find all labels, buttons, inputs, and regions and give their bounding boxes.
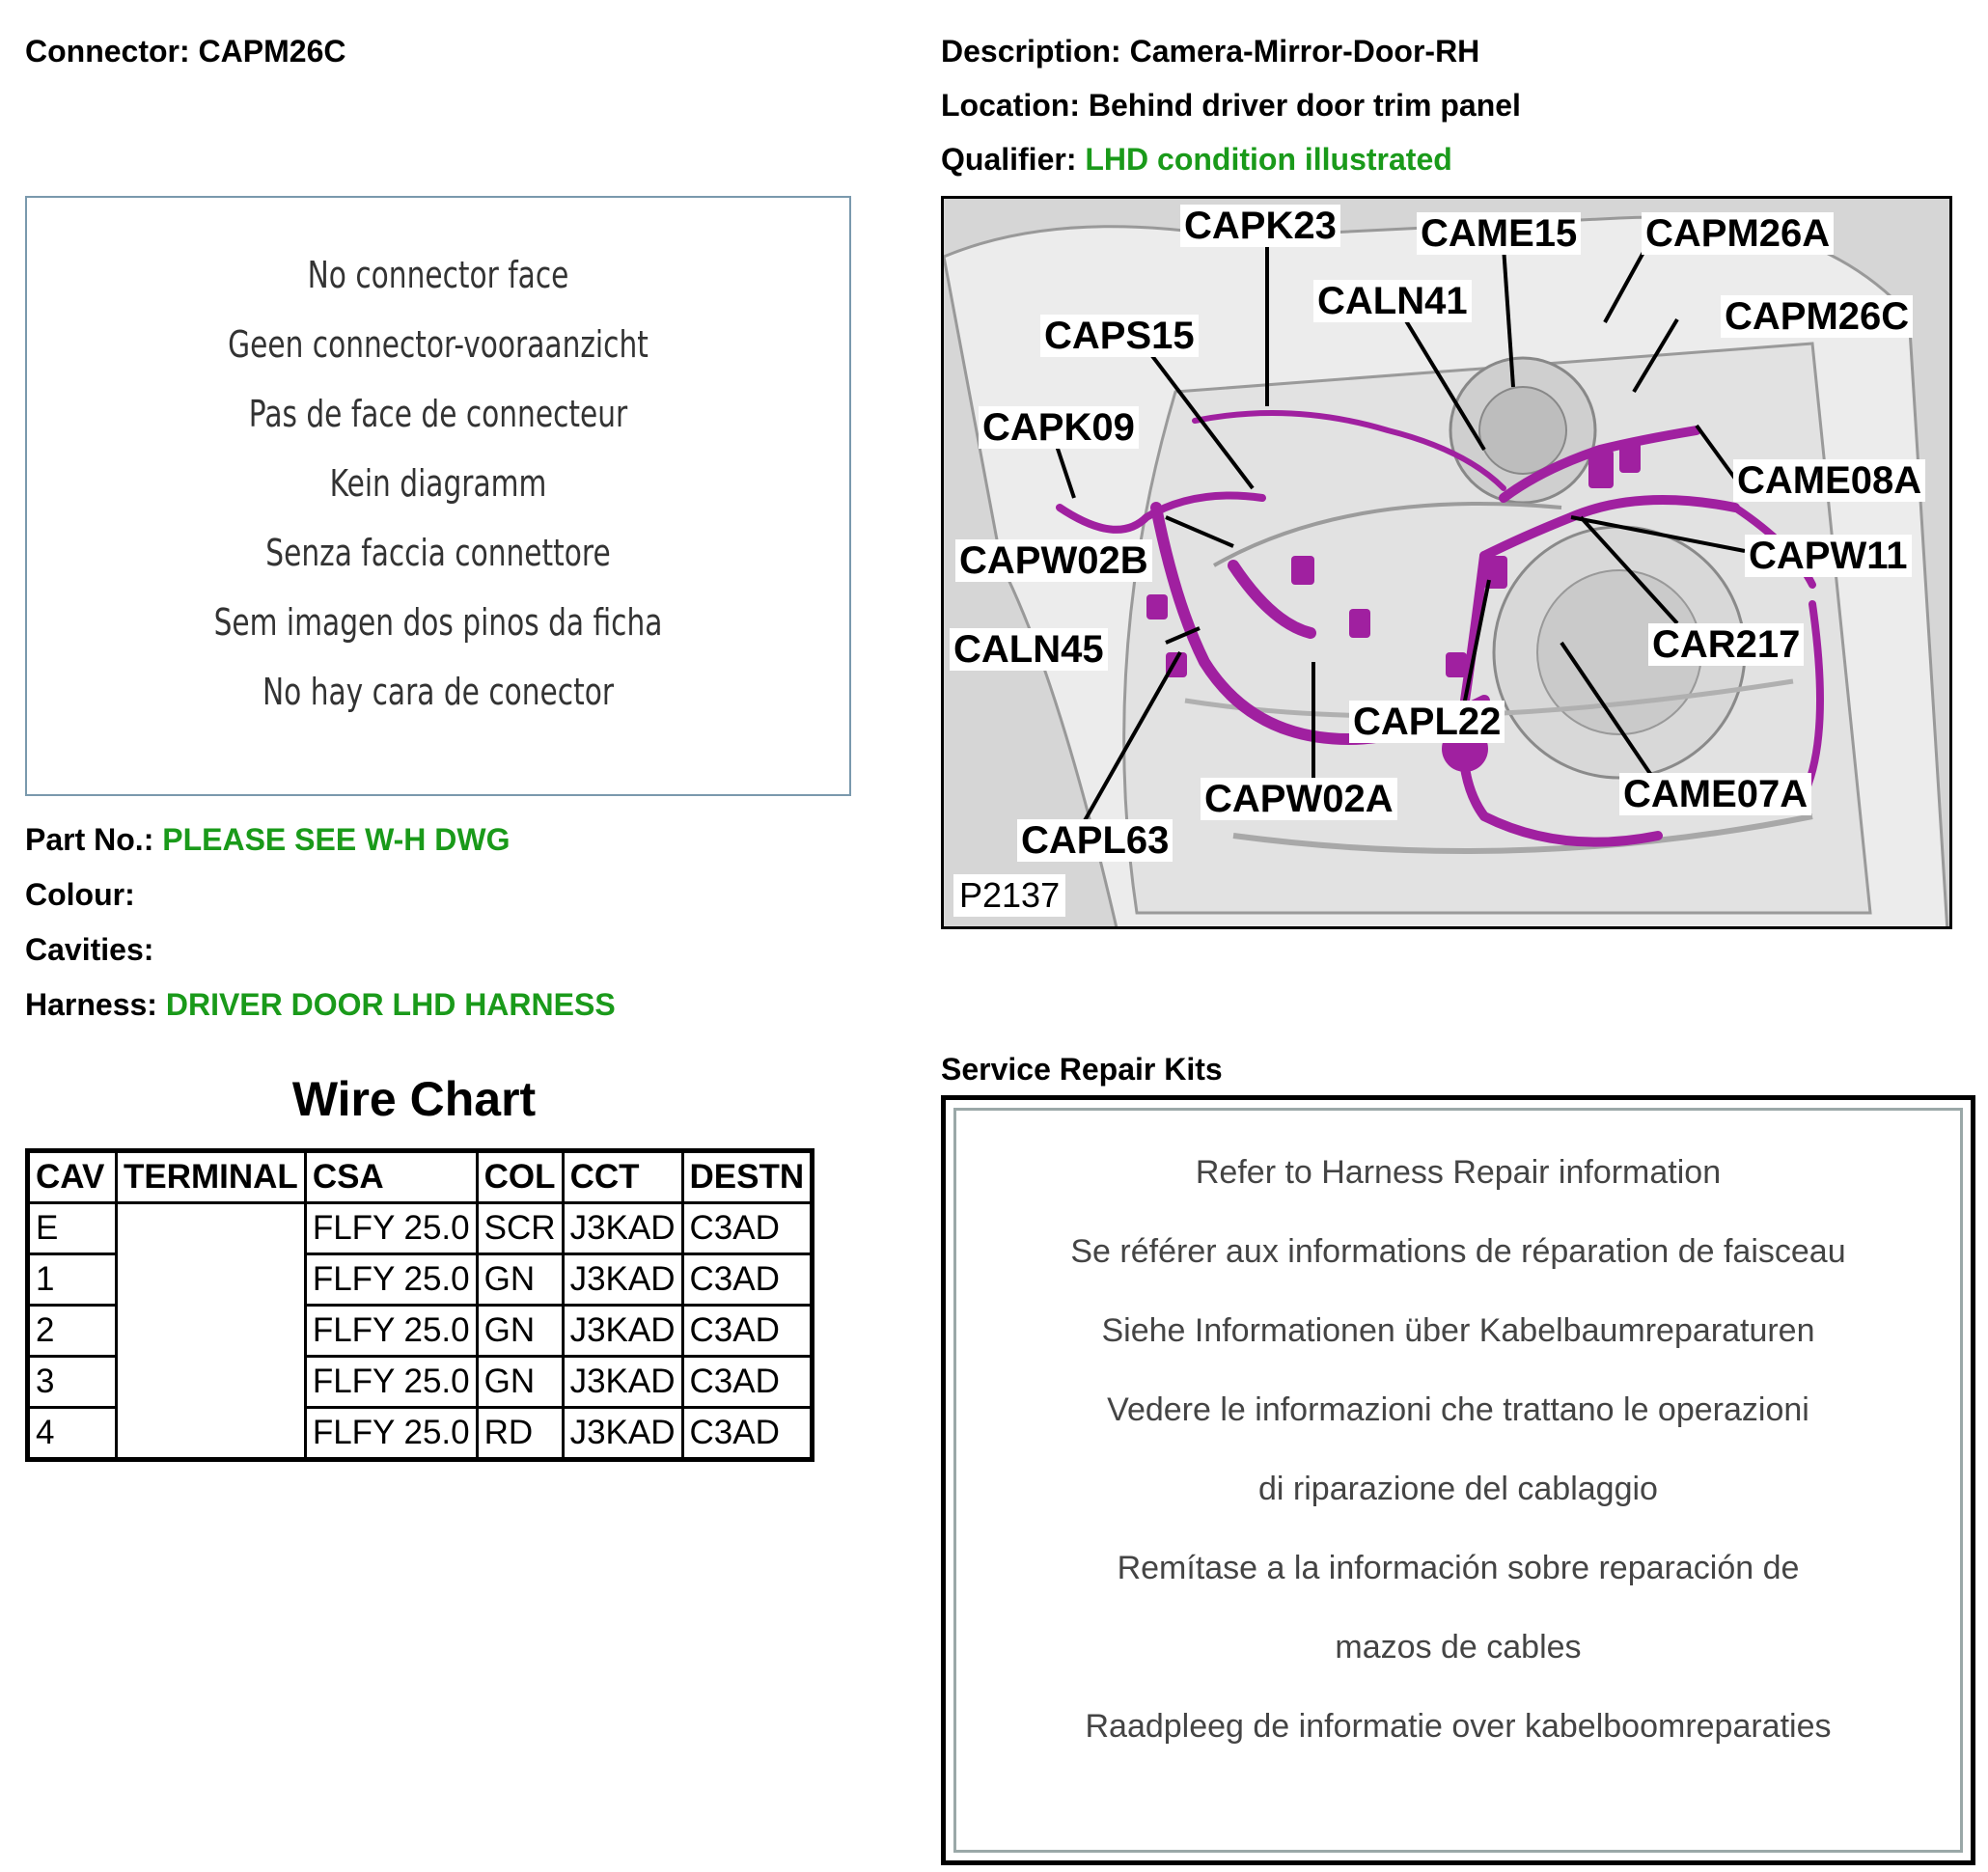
repair-line: Vedere le informazioni che trattano le operazioni [1107,1391,1809,1428]
diagram-label-caps15: CAPS15 [1040,315,1199,357]
cell-cct: J3KAD [563,1306,682,1357]
colour-label: Colour: [25,877,135,912]
col-header-terminal: TERMINAL [117,1151,306,1203]
door-location-diagram [941,196,1952,929]
cell-col: SCR [477,1203,563,1254]
diagram-label-capw02b: CAPW02B [955,539,1152,582]
diagram-label-capl22: CAPL22 [1349,701,1505,743]
harness-label: Harness: [25,987,157,1022]
connector-field [25,32,345,70]
cell-cav: 2 [28,1306,117,1357]
cell-cav: 4 [28,1408,117,1460]
description-label: Description: [941,34,1121,69]
cavities-label: Cavities: [25,932,154,967]
face-line: Pas de face de connecteur [248,393,628,435]
diagram-label-came15: CAME15 [1417,212,1581,255]
harness-value: DRIVER DOOR LHD HARNESS [165,987,616,1022]
part-no-field [25,820,511,859]
cell-cct: J3KAD [563,1203,682,1254]
figure-id: P2137 [953,874,1065,917]
service-repair-inner [953,1108,1963,1853]
diagram-label-capw11: CAPW11 [1745,535,1912,577]
location-value: Behind driver door trim panel [1088,88,1521,123]
face-line: Geen connector-vooraanzicht [228,323,649,366]
diagram-label-came08a: CAME08A [1733,459,1925,502]
col-header-csa: CSA [305,1151,477,1203]
repair-line: Se référer aux informations de réparation de faisceau [1070,1233,1846,1270]
cell-col: GN [477,1254,563,1306]
face-line: Kein diagramm [329,462,547,505]
diagram-label-capm26a: CAPM26A [1642,212,1834,255]
cell-csa: FLFY 25.0 [305,1254,477,1306]
wire-chart-title: Wire Chart [291,1072,537,1126]
cell-cav: E [28,1203,117,1254]
repair-line: mazos de cables [1335,1629,1582,1666]
location-label: Location: [941,88,1080,123]
wire-chart-table [25,1148,815,1462]
diagram-label-capm26c: CAPM26C [1721,295,1913,338]
cell-csa: FLFY 25.0 [305,1357,477,1408]
cell-csa: FLFY 25.0 [305,1203,477,1254]
col-header-col: COL [477,1151,563,1203]
diagram-label-capk23: CAPK23 [1180,205,1340,247]
service-repair-panel [941,1095,1975,1865]
part-no-label: Part No.: [25,822,154,857]
service-repair-title: Service Repair Kits [941,1052,1223,1087]
cell-csa: FLFY 25.0 [305,1408,477,1460]
cell-col: GN [477,1306,563,1357]
diagram-label-caln45: CALN45 [950,628,1108,671]
repair-line: Raadpleeg de informatie over kabelboomreparaties [1085,1708,1832,1745]
face-line: No connector face [307,254,569,296]
col-header-destn: DESTN [682,1151,813,1203]
description-field [941,32,1479,70]
connector-label: Connector: [25,34,190,69]
col-header-cav: CAV [28,1151,117,1203]
repair-line: Refer to Harness Repair information [1195,1154,1722,1191]
diagram-label-came07a: CAME07A [1619,773,1811,815]
cell-cav: 3 [28,1357,117,1408]
cell-destn: C3AD [682,1306,813,1357]
repair-line: Siehe Informationen über Kabelbaumreparaturen [1101,1312,1815,1349]
table-row [28,1203,813,1254]
wire-chart-header-row [28,1151,813,1203]
diagram-label-capk09: CAPK09 [979,406,1139,449]
cell-col: GN [477,1357,563,1408]
face-line: No hay cara de conector [262,671,615,713]
cell-csa: FLFY 25.0 [305,1306,477,1357]
location-field [941,86,1521,124]
diagram-label-caln41: CALN41 [1313,280,1472,322]
cell-cav: 1 [28,1254,117,1306]
repair-line: di riparazione del cablaggio [1258,1471,1658,1507]
face-line: Senza faccia connettore [265,532,611,574]
cell-terminal [117,1203,306,1460]
qualifier-label: Qualifier: [941,142,1077,177]
cell-destn: C3AD [682,1203,813,1254]
repair-line: Remítase a la información sobre reparación de [1117,1550,1800,1586]
cell-destn: C3AD [682,1254,813,1306]
cell-destn: C3AD [682,1408,813,1460]
qualifier-value: LHD condition illustrated [1085,142,1452,177]
cavities-field [25,930,153,969]
diagram-label-car217: CAR217 [1648,623,1804,666]
connector-face-panel [25,196,851,796]
cell-destn: C3AD [682,1357,813,1408]
cell-cct: J3KAD [563,1254,682,1306]
diagram-label-capw02a: CAPW02A [1201,778,1397,820]
col-header-cct: CCT [563,1151,682,1203]
cell-col: RD [477,1408,563,1460]
qualifier-field [941,140,1452,179]
cell-cct: J3KAD [563,1408,682,1460]
cell-cct: J3KAD [563,1357,682,1408]
description-value: Camera-Mirror-Door-RH [1129,34,1480,69]
colour-field [25,875,135,914]
harness-field [25,985,616,1024]
diagram-label-capl63: CAPL63 [1017,819,1173,862]
part-no-value: PLEASE SEE W-H DWG [162,822,511,857]
connector-value: CAPM26C [198,34,346,69]
face-line: Sem imagen dos pinos da ficha [213,601,663,644]
